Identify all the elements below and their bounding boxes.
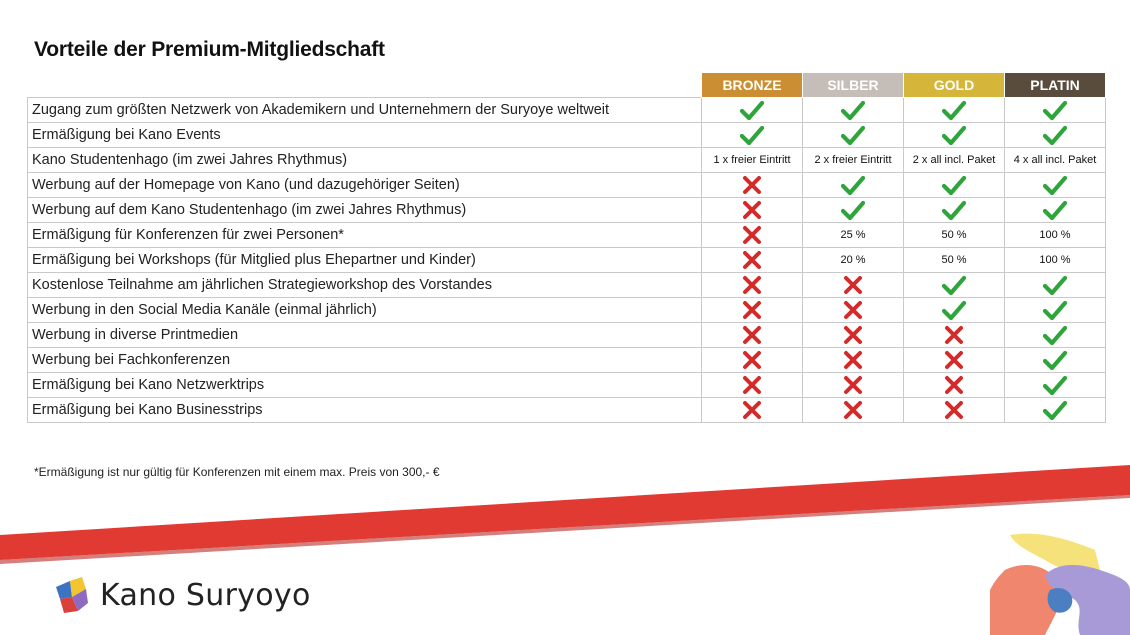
check-icon: [1043, 175, 1067, 195]
cell-gold-yes: [904, 273, 1005, 298]
table-row: [28, 373, 1106, 398]
cross-icon: [843, 375, 863, 395]
cell-gold-yes: [904, 198, 1005, 223]
cell-platin-yes: [1005, 123, 1106, 148]
cell-platin-value: 100 %: [1005, 248, 1106, 273]
cross-icon: [843, 400, 863, 420]
cell-gold-no: [904, 348, 1005, 373]
cell-silber-no: [803, 398, 904, 423]
cross-icon: [742, 350, 762, 370]
cell-platin-yes: [1005, 323, 1106, 348]
cell-platin-yes: [1005, 298, 1106, 323]
feature-label: Kostenlose Teilnahme am jährlichen Strategieworkshop des Vorstandes: [28, 273, 702, 298]
cell-platin-yes: [1005, 273, 1106, 298]
cell-bronze-value: 1 x freier Eintritt: [702, 148, 803, 173]
cell-gold-yes: [904, 173, 1005, 198]
feature-label: Werbung bei Fachkonferenzen: [28, 348, 702, 373]
check-icon: [1043, 200, 1067, 220]
feature-label: Werbung auf dem Kano Studentenhago (im zwei Jahres Rhythmus): [28, 198, 702, 223]
cell-bronze-no: [702, 173, 803, 198]
check-icon: [1043, 300, 1067, 320]
table-row: [28, 198, 1106, 223]
cell-silber-value: 20 %: [803, 248, 904, 273]
kano-logo-icon: [52, 575, 92, 615]
feature-label: Ermäßigung bei Kano Netzwerktrips: [28, 373, 702, 398]
cell-silber-no: [803, 273, 904, 298]
tier-header-platin: PLATIN: [1005, 73, 1106, 98]
table-row: [28, 248, 1106, 273]
cell-gold-yes: [904, 98, 1005, 123]
cell-silber-value: 25 %: [803, 223, 904, 248]
tier-header-gold: GOLD: [904, 73, 1005, 98]
cell-bronze-no: [702, 198, 803, 223]
feature-label: Ermäßigung bei Kano Businesstrips: [28, 398, 702, 423]
cell-gold-value: 2 x all incl. Paket: [904, 148, 1005, 173]
cell-platin-yes: [1005, 398, 1106, 423]
cell-platin-yes: [1005, 98, 1106, 123]
check-icon: [1043, 125, 1067, 145]
cross-icon: [742, 200, 762, 220]
red-band-decoration: [0, 460, 1130, 570]
check-icon: [1043, 350, 1067, 370]
check-icon: [1043, 325, 1067, 345]
check-icon: [841, 200, 865, 220]
cell-silber-yes: [803, 98, 904, 123]
cell-silber-yes: [803, 173, 904, 198]
cross-icon: [742, 300, 762, 320]
cell-silber-value: 2 x freier Eintritt: [803, 148, 904, 173]
table-row: [28, 398, 1106, 423]
check-icon: [1043, 100, 1067, 120]
check-icon: [942, 200, 966, 220]
cross-icon: [944, 400, 964, 420]
cross-icon: [742, 325, 762, 345]
check-icon: [942, 100, 966, 120]
cross-icon: [742, 275, 762, 295]
cell-platin-yes: [1005, 198, 1106, 223]
cell-silber-no: [803, 348, 904, 373]
cell-bronze-no: [702, 348, 803, 373]
cell-gold-no: [904, 373, 1005, 398]
cell-gold-yes: [904, 123, 1005, 148]
cell-silber-yes: [803, 123, 904, 148]
feature-label: Ermäßigung für Konferenzen für zwei Personen*: [28, 223, 702, 248]
cell-platin-yes: [1005, 348, 1106, 373]
check-icon: [942, 275, 966, 295]
cell-gold-no: [904, 398, 1005, 423]
brand-logo: [52, 575, 311, 615]
cell-bronze-no: [702, 223, 803, 248]
cell-platin-yes: [1005, 373, 1106, 398]
cell-bronze-no: [702, 373, 803, 398]
check-icon: [1043, 400, 1067, 420]
check-icon: [942, 125, 966, 145]
cell-silber-no: [803, 323, 904, 348]
cross-icon: [742, 250, 762, 270]
check-icon: [841, 125, 865, 145]
table-row: [28, 148, 1106, 173]
cell-bronze-no: [702, 398, 803, 423]
check-icon: [841, 100, 865, 120]
check-icon: [740, 125, 764, 145]
tier-header-bronze: BRONZE: [702, 73, 803, 98]
table-row: [28, 273, 1106, 298]
cross-icon: [742, 375, 762, 395]
cross-icon: [944, 325, 964, 345]
cell-bronze-yes: [702, 123, 803, 148]
cross-icon: [843, 300, 863, 320]
feature-label: Werbung in den Social Media Kanäle (einmal jährlich): [28, 298, 702, 323]
tier-header-row: [28, 73, 1106, 98]
feature-label: Zugang zum größten Netzwerk von Akademikern und Unternehmern der Suryoye weltweit: [28, 98, 702, 123]
cell-silber-no: [803, 298, 904, 323]
cross-icon: [843, 275, 863, 295]
table-row: [28, 98, 1106, 123]
check-icon: [942, 300, 966, 320]
feature-label: Ermäßigung bei Workshops (für Mitglied plus Ehepartner und Kinder): [28, 248, 702, 273]
brand-name: Kano Suryoyo: [100, 577, 311, 613]
cross-icon: [843, 350, 863, 370]
check-icon: [942, 175, 966, 195]
table-row: [28, 223, 1106, 248]
cell-bronze-no: [702, 248, 803, 273]
cell-gold-no: [904, 323, 1005, 348]
cross-icon: [742, 175, 762, 195]
cross-icon: [944, 375, 964, 395]
cell-bronze-yes: [702, 98, 803, 123]
tier-header-silber: SILBER: [803, 73, 904, 98]
puzzle-decoration-icon: [990, 530, 1130, 635]
cross-icon: [944, 350, 964, 370]
feature-label: Kano Studentenhago (im zwei Jahres Rhythmus): [28, 148, 702, 173]
benefits-table: [27, 72, 1106, 423]
cell-platin-yes: [1005, 173, 1106, 198]
cell-bronze-no: [702, 323, 803, 348]
cell-bronze-no: [702, 298, 803, 323]
cell-platin-value: 4 x all incl. Paket: [1005, 148, 1106, 173]
cross-icon: [843, 325, 863, 345]
footnote: *Ermäßigung ist nur gültig für Konferenzen mit einem max. Preis von 300,- €: [34, 465, 440, 479]
page-title: Vorteile der Premium-Mitgliedschaft: [34, 38, 385, 61]
check-icon: [1043, 275, 1067, 295]
table-row: [28, 323, 1106, 348]
feature-label: Werbung in diverse Printmedien: [28, 323, 702, 348]
check-icon: [740, 100, 764, 120]
cell-gold-value: 50 %: [904, 248, 1005, 273]
check-icon: [1043, 375, 1067, 395]
table-row: [28, 298, 1106, 323]
header-spacer: [28, 73, 702, 98]
table-row: [28, 173, 1106, 198]
table-row: [28, 123, 1106, 148]
cell-silber-yes: [803, 198, 904, 223]
cell-gold-value: 50 %: [904, 223, 1005, 248]
cross-icon: [742, 400, 762, 420]
feature-label: Ermäßigung bei Kano Events: [28, 123, 702, 148]
check-icon: [841, 175, 865, 195]
cell-silber-no: [803, 373, 904, 398]
cell-bronze-no: [702, 273, 803, 298]
feature-label: Werbung auf der Homepage von Kano (und dazugehöriger Seiten): [28, 173, 702, 198]
cell-gold-yes: [904, 298, 1005, 323]
cell-platin-value: 100 %: [1005, 223, 1106, 248]
cross-icon: [742, 225, 762, 245]
table-row: [28, 348, 1106, 373]
